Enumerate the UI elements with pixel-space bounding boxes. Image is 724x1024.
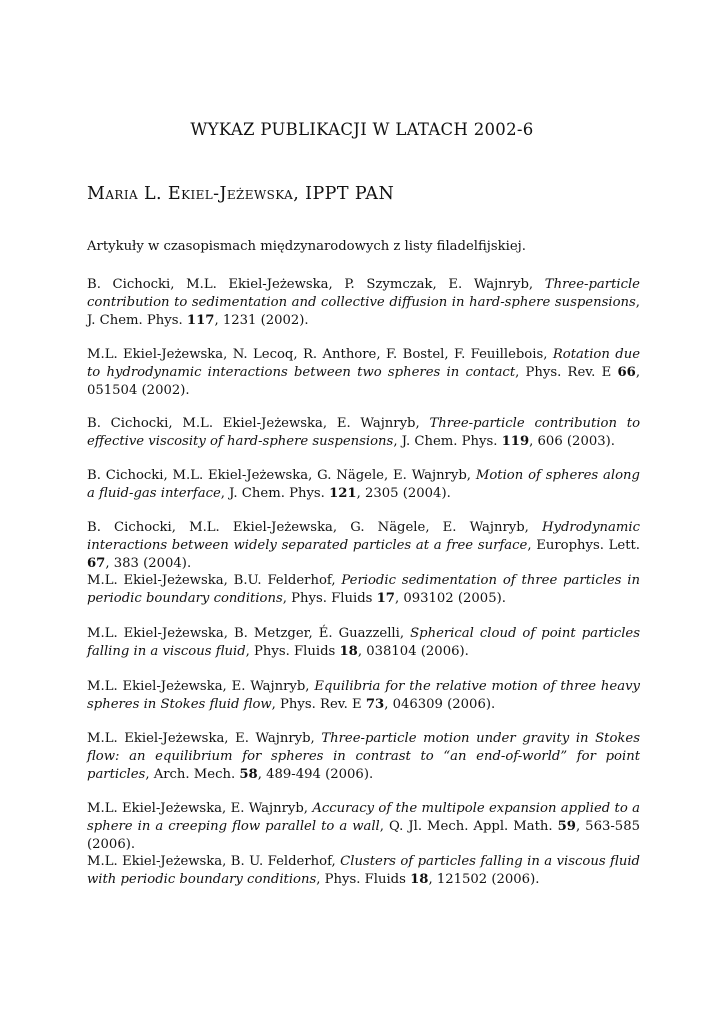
pub-details: , 2305 (2004). (356, 486, 451, 501)
pub-journal: , Phys. Rev. E (515, 365, 612, 380)
intro-text: Artykuły w czasopismach międzynarodowych z listy filadelfijskiej. (87, 239, 526, 254)
pub-details: , 046309 (2006). (384, 697, 496, 712)
pub-volume: 58 (239, 767, 258, 782)
pub-volume: 121 (329, 486, 357, 501)
pub-journal: , J. Chem. Phys. (393, 434, 498, 449)
pub-title: Equilibria for the relative motion of three heavy spheres in Stokes fluid flow (87, 679, 640, 712)
pub-authors: B. Cichocki, M.L. Ekiel-Jeżewska, G. Nägele, E. Wajnryb, (87, 520, 529, 535)
pub-authors: M.L. Ekiel-Jeżewska, B. U. Felderhof, (87, 854, 336, 869)
pub-volume: 18 (410, 872, 429, 887)
pub-details: , 489-494 (2006). (257, 767, 374, 782)
pub-authors: M.L. Ekiel-Jeżewska, B.U. Felderhof, (87, 573, 336, 588)
pub-title: Three-particle contribution to sedimentation and collective diffusion in hard-sphere suspensions (87, 277, 640, 310)
pub-journal: , Arch. Mech. (145, 767, 236, 782)
pub-title: Motion of spheres along a fluid-gas interface (87, 468, 640, 501)
pub-details: , 093102 (2005). (394, 591, 506, 606)
pub-authors: M.L. Ekiel-Jeżewska, E. Wajnryb, (87, 731, 315, 746)
pub-title: Three-particle motion under gravity in Stokes flow: an equilibrium for spheres in contrast to “an end-of-world” for point particles (87, 731, 640, 782)
pub-journal: , Phys. Fluids (316, 872, 406, 887)
publication-entry (87, 467, 640, 503)
pub-details: , 563-585 (2006). (87, 819, 640, 852)
pub-title: Periodic sedimentation of three particles in periodic boundary conditions (87, 573, 640, 606)
pub-volume: 18 (339, 644, 358, 659)
publication-entry (87, 800, 640, 854)
pub-journal: , Q. Jl. Mech. Appl. Math. (379, 819, 553, 834)
author-line: Maria L. Ekiel-Jeżewska, IPPT PAN (87, 184, 395, 204)
pub-authors: M.L. Ekiel-Jeżewska, B. Metzger, É. Guazzelli, (87, 626, 405, 641)
pub-authors: M.L. Ekiel-Jeżewska, E. Wajnryb, (87, 801, 308, 816)
publication-entry (87, 346, 640, 400)
pub-journal: , J. Chem. Phys. (87, 295, 640, 328)
pub-details: , 606 (2003). (529, 434, 615, 449)
pub-authors: B. Cichocki, M.L. Ekiel-Jeżewska, E. Wajnryb, (87, 416, 420, 431)
pub-title: Spherical cloud of point particles falling in a viscous fluid (87, 626, 640, 659)
pub-details: , 121502 (2006). (428, 872, 540, 887)
pub-volume: 73 (365, 697, 385, 712)
publication-entry (87, 625, 640, 661)
publication-entry (87, 853, 640, 889)
pub-volume: 59 (557, 819, 576, 834)
pub-title: Rotation due to hydrodynamic interactions between two spheres in contact (87, 347, 640, 380)
pub-title: Clusters of particles falling in a viscous fluid with periodic boundary conditions (87, 854, 640, 887)
pub-volume: 66 (617, 365, 636, 380)
pub-volume: 67 (87, 556, 106, 571)
pub-details: , 038104 (2006). (357, 644, 469, 659)
pub-journal: , Phys. Rev. E (271, 697, 362, 712)
page-title: WYKAZ PUBLIKACJI W LATACH 2002-6 (190, 120, 534, 139)
pub-authors: M.L. Ekiel-Jeżewska, E. Wajnryb, (87, 679, 310, 694)
pub-journal: , Phys. Fluids (245, 644, 336, 659)
publication-entry (87, 276, 640, 330)
publication-entry (87, 519, 640, 573)
pub-title: Three-particle contribution to effective viscosity of hard-sphere suspensions (87, 416, 641, 449)
pub-title: Accuracy of the multipole expansion applied to a sphere in a creeping flow parallel to a wall (87, 801, 640, 834)
pub-details: , 383 (2004). (105, 556, 192, 571)
publication-entry (87, 415, 640, 451)
pub-journal: , J. Chem. Phys. (220, 486, 325, 501)
publication-entry (87, 678, 640, 714)
pub-details: , 051504 (2002). (87, 365, 641, 398)
pub-authors: B. Cichocki, M.L. Ekiel-Jeżewska, P. Szymczak, E. Wajnryb, (87, 277, 534, 292)
pub-volume: 119 (501, 434, 530, 449)
pub-details: , 1231 (2002). (214, 313, 309, 328)
pub-title: Hydrodynamic interactions between widely separated particles at a free surface (87, 520, 640, 553)
pub-authors: B. Cichocki, M.L. Ekiel-Jeżewska, G. Nägele, E. Wajnryb, (87, 468, 471, 483)
publication-entry (87, 730, 640, 784)
pub-volume: 17 (376, 591, 395, 606)
pub-journal: , Phys. Fluids (282, 591, 373, 606)
pub-journal: , Europhys. Lett. (527, 538, 640, 553)
publication-entry (87, 572, 640, 608)
pub-volume: 117 (186, 313, 215, 328)
pub-authors: M.L. Ekiel-Jeżewska, N. Lecoq, R. Anthore, F. Bostel, F. Feuillebois, (87, 347, 548, 362)
